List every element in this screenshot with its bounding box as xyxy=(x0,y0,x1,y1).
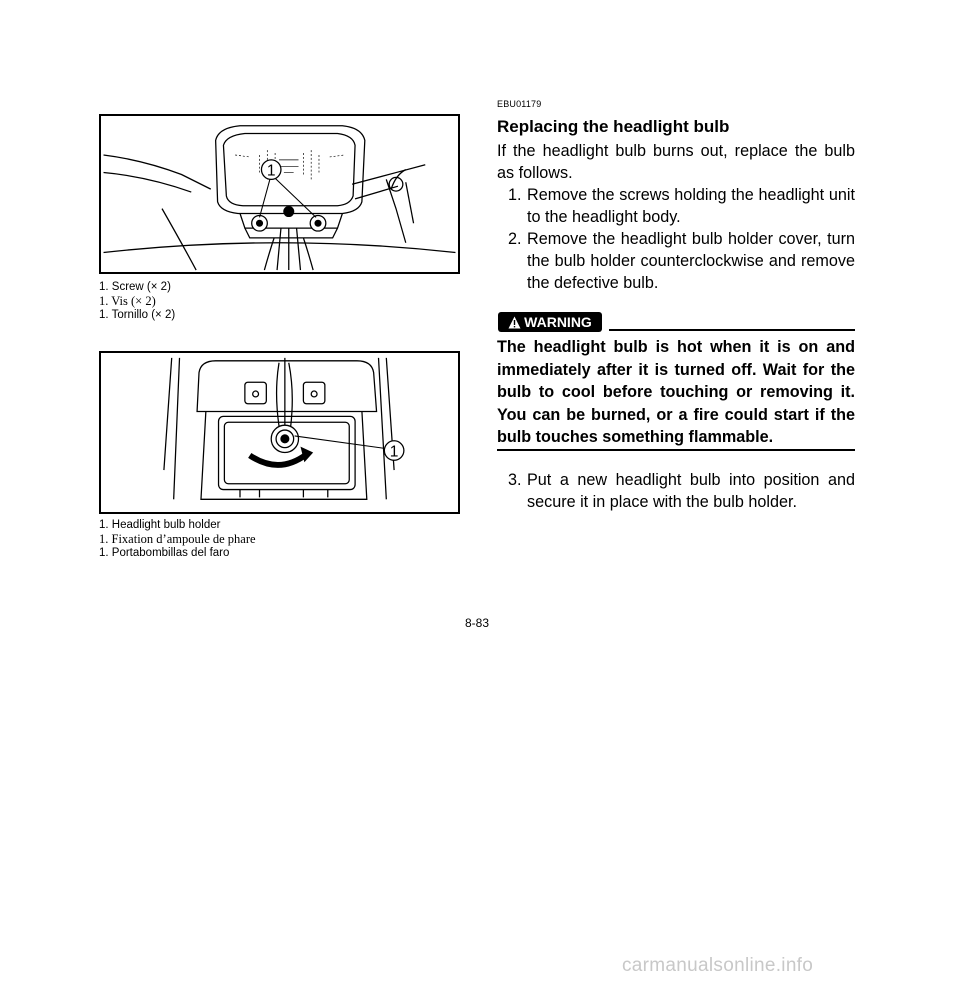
warning-text: The headlight bulb is hot when it is on and immediately after it is turned off. Wait for the bulb to cool before touching or removing it. You can be burned, or a fire could start if the bulb touches something flammable. xyxy=(497,338,855,446)
section-code: EBU01179 xyxy=(497,99,542,109)
bulb-holder-figure xyxy=(99,351,460,514)
step-text: Remove the headlight bulb holder cover, turn the bulb holder counterclockwise and remove the defective bulb. xyxy=(527,230,855,292)
warning-triangle-icon xyxy=(508,316,521,329)
step-number: 2. xyxy=(508,230,522,248)
caption-french: 1. Vis (× 2) xyxy=(99,294,156,308)
step-item xyxy=(508,228,855,294)
warning-rule-top xyxy=(609,329,855,331)
figure-2-caption xyxy=(99,518,256,560)
warning-rule-bottom xyxy=(497,449,855,451)
warning-badge xyxy=(498,312,602,332)
figure-callout-1: 1 xyxy=(389,443,399,461)
step-text: Put a new headlight bulb into position and secure it in place with the bulb holder. xyxy=(527,471,855,511)
caption-spanish: 1. Portabombillas del faro xyxy=(99,547,230,559)
page-number: 8-83 xyxy=(465,616,490,630)
headlight-screws-illustration xyxy=(101,116,458,272)
bulb-holder-illustration xyxy=(101,353,458,512)
headlight-screws-figure xyxy=(99,114,460,274)
caption-french: 1. Fixation d’ampoule de phare xyxy=(99,532,256,546)
intro-paragraph: If the headlight bulb burns out, replace the bulb as follows. xyxy=(497,142,855,182)
caption-english: 1. Headlight bulb holder xyxy=(99,519,221,531)
step-text: Remove the screws holding the headlight unit to the headlight body. xyxy=(527,186,855,226)
caption-english: 1. Screw (× 2) xyxy=(99,281,171,293)
step-item xyxy=(508,184,855,228)
figure-callout-1: 1 xyxy=(266,162,276,180)
figure-1-caption xyxy=(99,280,175,322)
section-heading: Replacing the headlight bulb xyxy=(497,117,730,136)
step-item xyxy=(508,469,855,513)
step-number: 3. xyxy=(508,471,522,489)
warning-label: WARNING xyxy=(524,314,592,330)
watermark: carmanualsonline.info xyxy=(622,955,814,976)
step-number: 1. xyxy=(508,186,522,204)
caption-spanish: 1. Tornillo (× 2) xyxy=(99,309,176,321)
